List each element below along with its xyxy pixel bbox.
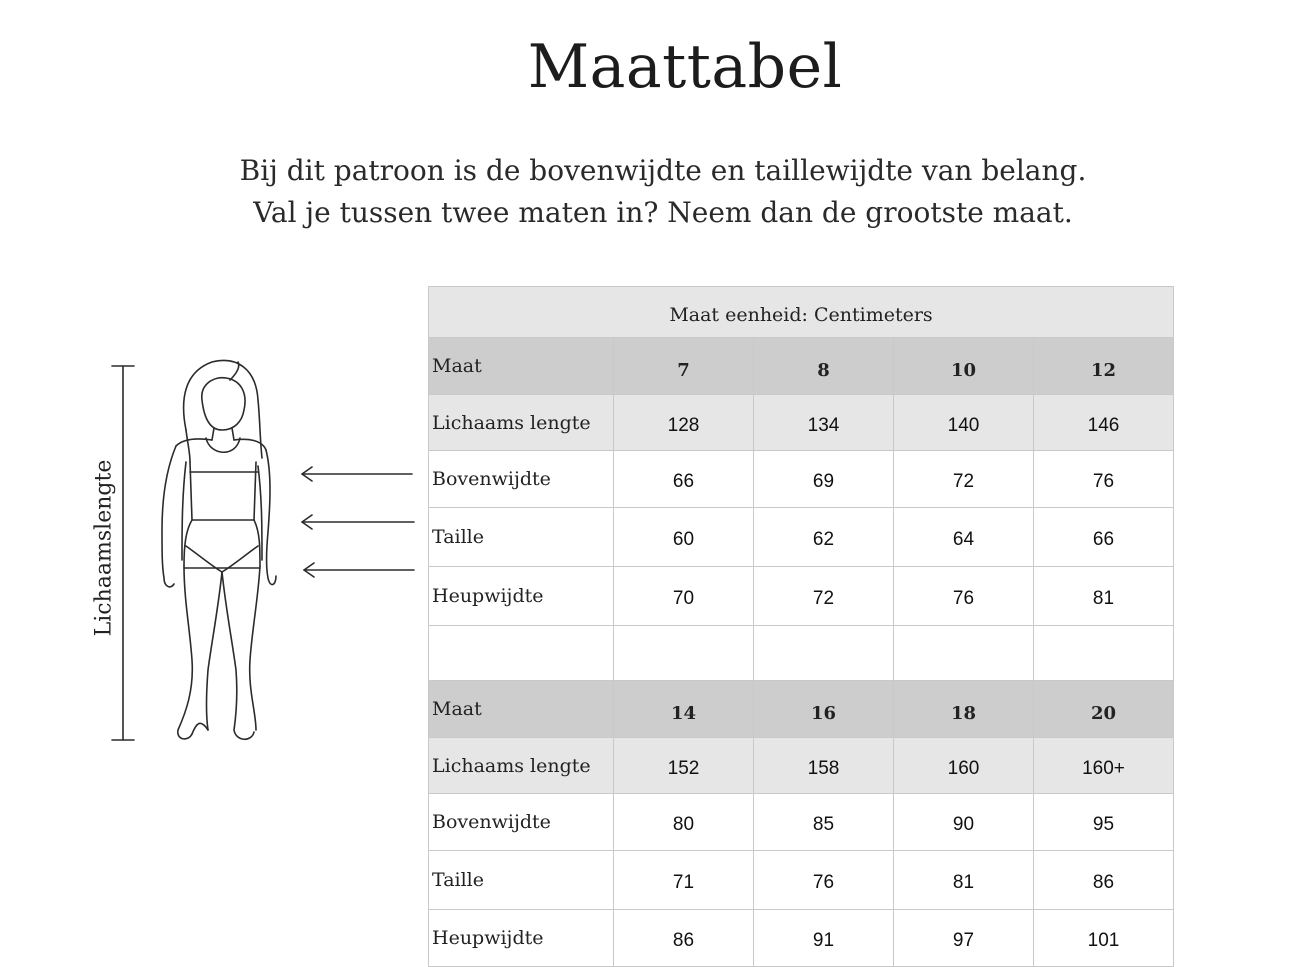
- empty-cell: [894, 626, 1034, 681]
- value-cell: 146: [1034, 395, 1174, 451]
- value-cell: 152: [614, 738, 754, 794]
- value-cell: 81: [1034, 567, 1174, 626]
- size-header-cell: 12: [1034, 338, 1174, 395]
- table-row: [429, 451, 1174, 508]
- value-cell: 158: [754, 738, 894, 794]
- table-row: [429, 910, 1174, 967]
- empty-cell: [1034, 626, 1174, 681]
- row-label: Heupwijdte: [429, 567, 614, 626]
- value-cell: 71: [614, 851, 754, 910]
- value-cell: 70: [614, 567, 754, 626]
- empty-cell: [754, 626, 894, 681]
- value-cell: 91: [754, 910, 894, 967]
- row-label: Heupwijdte: [429, 910, 614, 967]
- unit-label: Maat eenheid: Centimeters: [429, 287, 1174, 338]
- subtitle-line-1: Bij dit patroon is de bovenwijdte en taillewijdte van belang.: [239, 154, 1087, 187]
- value-cell: 160: [894, 738, 1034, 794]
- table-row: [429, 738, 1174, 794]
- value-cell: 76: [754, 851, 894, 910]
- size-header-cell: 18: [894, 681, 1034, 738]
- value-cell: 128: [614, 395, 754, 451]
- row-label: Taille: [429, 508, 614, 567]
- value-cell: 76: [1034, 451, 1174, 508]
- row-label: Bovenwijdte: [429, 794, 614, 851]
- value-cell: 86: [1034, 851, 1174, 910]
- size-header-cell: 10: [894, 338, 1034, 395]
- empty-cell: [614, 626, 754, 681]
- value-cell: 80: [614, 794, 754, 851]
- value-cell: 86: [614, 910, 754, 967]
- value-cell: 62: [754, 508, 894, 567]
- subtitle-line-2: Val je tussen twee maten in? Neem dan de grootste maat.: [253, 196, 1073, 229]
- body-measurement-figure: [0, 0, 430, 942]
- size-header-cell: 8: [754, 338, 894, 395]
- value-cell: 90: [894, 794, 1034, 851]
- size-header-row: [429, 681, 1174, 738]
- spacer-row: [429, 626, 1174, 681]
- row-label: Bovenwijdte: [429, 451, 614, 508]
- table-row: [429, 851, 1174, 910]
- value-cell: 160+: [1034, 738, 1174, 794]
- size-header-label: Maat: [429, 681, 614, 738]
- value-cell: 66: [1034, 508, 1174, 567]
- value-cell: 72: [754, 567, 894, 626]
- row-label: Lichaams lengte: [429, 395, 614, 451]
- size-header-cell: 14: [614, 681, 754, 738]
- table-row: [429, 508, 1174, 567]
- size-header-cell: 16: [754, 681, 894, 738]
- value-cell: 97: [894, 910, 1034, 967]
- value-cell: 60: [614, 508, 754, 567]
- value-cell: 81: [894, 851, 1034, 910]
- value-cell: 69: [754, 451, 894, 508]
- value-cell: 64: [894, 508, 1034, 567]
- value-cell: 76: [894, 567, 1034, 626]
- value-cell: 72: [894, 451, 1034, 508]
- table-row: [429, 567, 1174, 626]
- unit-row: [429, 287, 1174, 338]
- row-label: Lichaams lengte: [429, 738, 614, 794]
- size-header-cell: 7: [614, 338, 754, 395]
- value-cell: 140: [894, 395, 1034, 451]
- table-row: [429, 794, 1174, 851]
- value-cell: 134: [754, 395, 894, 451]
- value-cell: 101: [1034, 910, 1174, 967]
- empty-cell: [429, 626, 614, 681]
- table-row: [429, 395, 1174, 451]
- size-header-row: [429, 338, 1174, 395]
- value-cell: 95: [1034, 794, 1174, 851]
- child-body-outline-icon: [0, 0, 430, 942]
- size-chart-table: [428, 286, 1174, 967]
- size-header-label: Maat: [429, 338, 614, 395]
- body-length-label: Lichaamslengte: [91, 459, 117, 637]
- value-cell: 66: [614, 451, 754, 508]
- row-label: Taille: [429, 851, 614, 910]
- value-cell: 85: [754, 794, 894, 851]
- page-title: Maattabel: [527, 32, 843, 102]
- size-header-cell: 20: [1034, 681, 1174, 738]
